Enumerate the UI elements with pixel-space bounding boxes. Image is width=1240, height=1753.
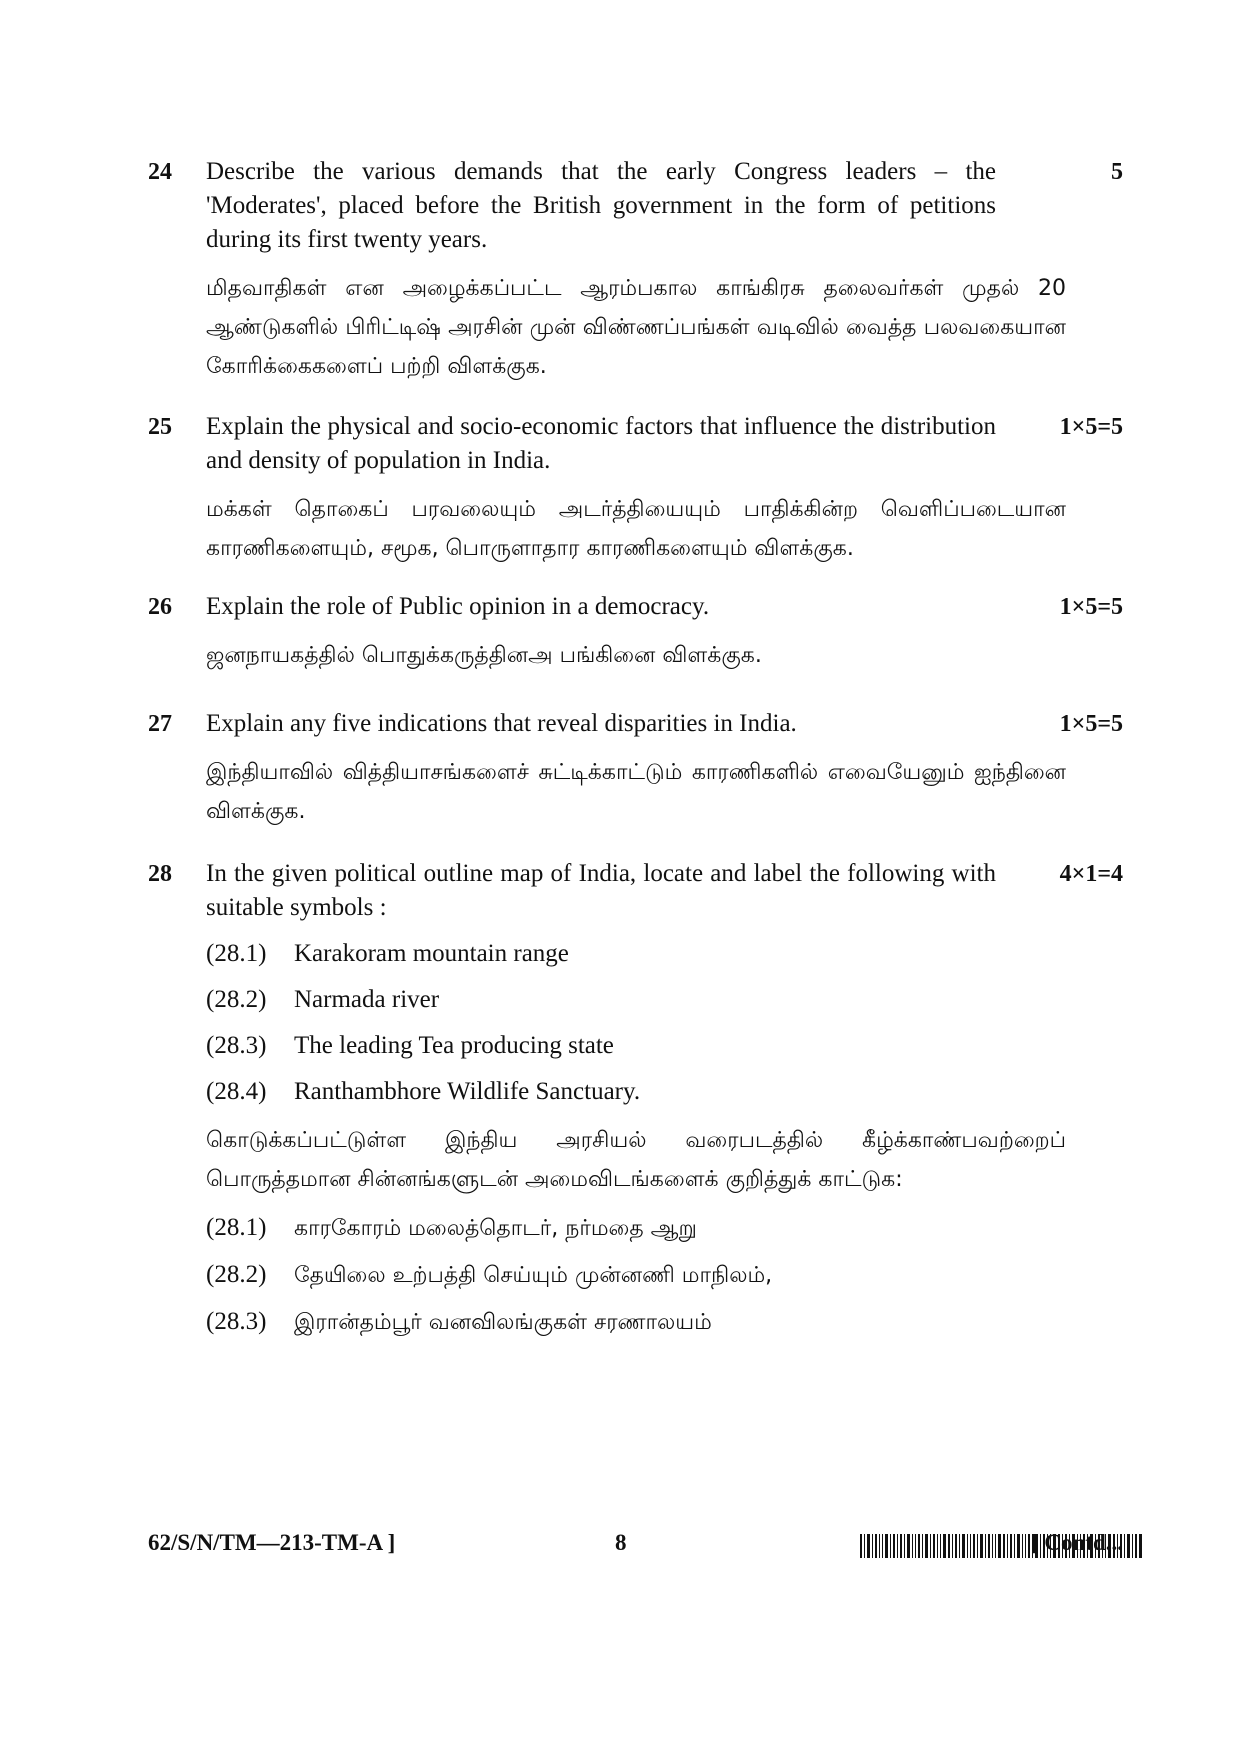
question-text-tamil: மிதவாதிகள் என அழைக்கப்பட்ட ஆரம்பகால காங்கிரசு தலைவர்கள் முதல் 20 ஆண்டுகளில் பிரிட்டிஷ் அரசின் முன் விண்ணப்பங்கள் வடிவில் வைத்த பலவகையான கோரிக்கைகளைப் பற்றி விளக்குக.: [206, 276, 1066, 379]
sub-item-text: தேயிலை உற்பத்தி செய்யும் முன்னணி மாநிலம்,: [294, 1263, 773, 1288]
sub-item-tamil: [206, 1211, 1123, 1246]
question-25: [148, 410, 1123, 568]
sub-item-text: காரகோரம் மலைத்தொடர், நர்மதை ஆறு: [294, 1216, 697, 1241]
sub-item-code: (28.2): [206, 986, 267, 1013]
question-marks: 1×5=5: [1059, 414, 1123, 440]
question-text-english: Explain the physical and socio-economic factors that influence the distribution and density of population in India.: [206, 413, 996, 474]
sub-item-code: (28.4): [206, 1078, 267, 1105]
sub-item-code: (28.3): [206, 1308, 267, 1335]
question-text-tamil: கொடுக்கப்பட்டுள்ள இந்திய அரசியல் வரைபடத்தில் கீழ்க்காண்பவற்றைப் பொருத்தமான சின்னங்களுடன் அமைவிடங்களைக் குறித்துக் காட்டுக:: [206, 1128, 1066, 1192]
sub-item-english: [206, 937, 1123, 971]
question-number: 28: [148, 861, 172, 887]
sub-item-code: (28.1): [206, 1214, 267, 1241]
question-text-english: Explain the role of Public opinion in a democracy.: [206, 593, 710, 620]
question-text-english: Explain any five indications that reveal disparities in India.: [206, 710, 797, 737]
sub-item-english: [206, 1029, 1123, 1063]
sub-item-code: (28.3): [206, 1032, 267, 1059]
question-text-english: Describe the various demands that the early Congress leaders – the 'Moderates', placed before the British government in the form of petitions during its first twenty years.: [206, 158, 996, 253]
sub-item-text: இரான்தம்பூர் வனவிலங்குகள் சரணாலயம்: [294, 1310, 712, 1335]
question-number: 24: [148, 159, 172, 185]
question-text-tamil: இந்தியாவில் வித்தியாசங்களைச் சுட்டிக்காட்டும் காரணிகளில் எவையேனும் ஐந்தினை விளக்குக.: [206, 760, 1066, 824]
paper-code: 62/S/N/TM—213-TM-A ]: [148, 1530, 396, 1555]
question-marks: 1×5=5: [1059, 711, 1123, 737]
question-number: 27: [148, 711, 172, 737]
sub-item-text: Narmada river: [294, 986, 440, 1013]
page-number: 8: [615, 1530, 627, 1555]
question-text-tamil: ஜனநாயகத்தில் பொதுக்கருத்தினஅ பங்கினை விளக்குக.: [206, 643, 762, 668]
question-number: 25: [148, 414, 172, 440]
question-28: [148, 857, 1123, 1340]
sub-item-english: [206, 1075, 1123, 1109]
sub-item-tamil: [206, 1258, 1123, 1293]
question-marks: 4×1=4: [1059, 861, 1123, 887]
sub-item-code: (28.1): [206, 940, 267, 967]
continued-label: [ Contd...: [1030, 1530, 1123, 1555]
question-26: [148, 590, 1123, 675]
sub-item-text: The leading Tea producing state: [294, 1032, 614, 1059]
question-text-tamil: மக்கள் தொகைப் பரவலையும் அடர்த்தியையும் பாதிக்கின்ற வெளிப்படையான காரணிகளையும், சமூக, பொருளாதார காரணிகளையும் விளக்குக.: [206, 497, 1066, 561]
sub-item-text: Karakoram mountain range: [294, 940, 569, 967]
question-number: 26: [148, 594, 172, 620]
question-marks: 5: [1111, 159, 1123, 185]
page-footer: [148, 1530, 1123, 1564]
sub-item-tamil: [206, 1305, 1123, 1340]
sub-item-code: (28.2): [206, 1261, 267, 1288]
sub-item-text: Ranthambhore Wildlife Sanctuary.: [294, 1078, 641, 1105]
question-27: [148, 707, 1123, 831]
question-24: [148, 155, 1123, 386]
sub-item-english: [206, 983, 1123, 1017]
question-marks: 1×5=5: [1059, 594, 1123, 620]
question-text-english: In the given political outline map of India, locate and label the following with suitable symbols :: [206, 860, 996, 921]
